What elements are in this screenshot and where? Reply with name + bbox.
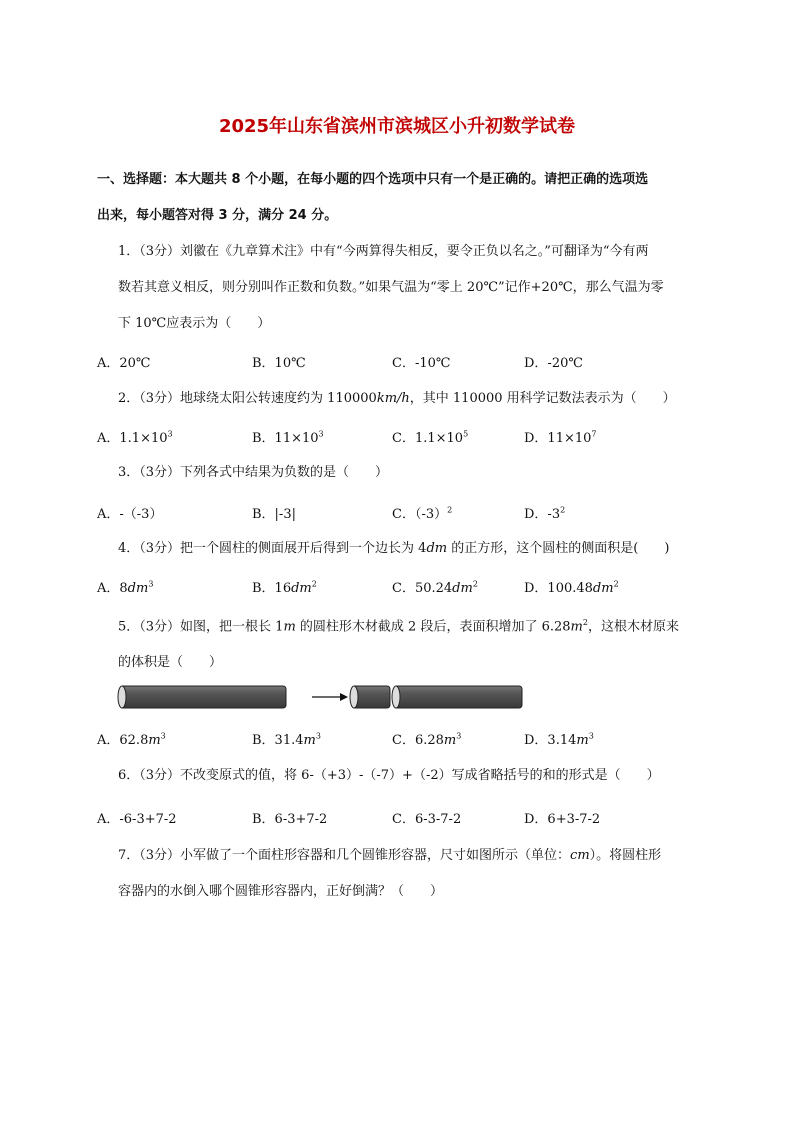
question-6 (118, 758, 698, 794)
long-cylinder (118, 686, 286, 708)
option-b[interactable]: B．6-3+7-2 (252, 812, 328, 827)
option-d[interactable]: D．6+3-7-2 (524, 812, 601, 827)
question-7-line2: 容器内的水倒入哪个圆锥形容器内，正好倒满？（ ） (118, 884, 444, 899)
question-5-options (97, 729, 717, 749)
question-5-line2: 的体积是（ ） (118, 655, 223, 671)
question-1-line2: 数若其意义相反，则分别叫作正数和负数。”如果气温为“零上 20℃”记作+20℃，那么气温为零 (118, 280, 664, 295)
option-a[interactable]: A．-6-3+7-2 (97, 812, 177, 827)
option-b[interactable]: B．$31.4m^3$ (252, 731, 321, 748)
option-c[interactable]: C．6-3-7-2 (392, 812, 462, 827)
question-2-unit: km/h (376, 391, 410, 406)
section-intro (97, 162, 697, 234)
option-d[interactable]: D．$11\times 10^7$ (524, 429, 597, 446)
right-arrow-icon (312, 693, 348, 701)
question-1-line1: 1．（3分）刘徽在《九章算术注》中有“今两算得失相反，要令正负以名之。”可翻译为“今有两 (118, 244, 649, 259)
option-b[interactable]: B．$11\times 10^3$ (252, 429, 324, 446)
question-6-text: 6．（3分）不改变原式的值，将 6-（+3）-（-7）+（-2）写成省略括号的和的形式是（ ） (118, 768, 660, 783)
question-4-text-b: 的正方形，这个圆柱的侧面积是( ) (447, 541, 670, 556)
question-6-options (97, 808, 717, 828)
section-intro-line1: 一、选择题：本大题共 8 个小题，在每小题的四个选项中只有一个是正确的。请把正确的选项选 (97, 172, 649, 187)
option-a[interactable]: A．-（-3） (97, 507, 163, 522)
question-3-text: 3．（3分）下列各式中结果为负数的是（ ） (118, 465, 389, 480)
option-d[interactable]: D．$3.14m^3$ (524, 731, 594, 748)
section-intro-line2: 出来，每小题答对得 3 分，满分 24 分。 (97, 208, 338, 223)
question-4-unit: dm (426, 541, 448, 556)
option-b[interactable]: B．$16dm^2$ (252, 579, 317, 596)
cylinder-figure (116, 682, 526, 712)
question-1-options (97, 352, 717, 372)
question-3-options (97, 503, 717, 523)
option-c[interactable]: C．-10℃ (392, 356, 451, 371)
question-3 (118, 455, 698, 491)
question-5-line1: 5．（3分）如图，把一根长 1m 的圆柱形木材截成 2 段后，表面积增加了 $6.28m^2$，这根木材原来 (118, 618, 679, 635)
option-a[interactable]: A．$1.1\times 10^3$ (97, 429, 173, 446)
option-c[interactable]: C．$6.28m^3$ (392, 731, 462, 748)
question-1 (118, 234, 698, 342)
option-a[interactable]: A．20℃ (97, 356, 151, 371)
question-7-line1: 7．（3分）小军做了一个面柱形容器和几个圆锥形容器，尺寸如图所示（单位：cm）。将圆柱形 (118, 848, 662, 863)
option-d[interactable]: D．$100.48dm^2$ (524, 579, 619, 596)
question-4-text-a: 4．（3分）把一个圆柱的侧面展开后得到一个边长为 4 (118, 541, 427, 556)
option-c[interactable]: C．$(-3)^2$ (392, 505, 453, 522)
question-1-line3: 下 10℃应表示为（ ） (118, 316, 271, 331)
option-b[interactable]: B．|-3| (252, 507, 296, 522)
page-title: 2025年山东省滨州市滨城区小升初数学试卷 (218, 116, 576, 137)
long-piece-cylinder (392, 686, 522, 708)
question-2-options (97, 427, 717, 447)
question-2-text-b: ，其中 110000 用科学记数法表示为（ ） (409, 391, 676, 406)
question-2-text-a: 2．（3分）地球绕太阳公转速度约为 110000 (118, 391, 377, 406)
option-a[interactable]: A．$62.8m^3$ (97, 731, 166, 748)
option-c[interactable]: C．$50.24dm^2$ (392, 579, 478, 596)
option-d[interactable]: D．-20℃ (524, 356, 583, 371)
option-d[interactable]: D．$-3^2$ (524, 505, 566, 522)
question-4-options (97, 577, 717, 597)
short-cylinder (350, 686, 390, 708)
question-5 (118, 605, 698, 681)
question-7 (118, 838, 698, 910)
option-c[interactable]: C．$1.1\times 10^5$ (392, 429, 469, 446)
question-2 (118, 381, 698, 417)
option-b[interactable]: B．10℃ (252, 356, 306, 371)
option-a[interactable]: A．$8dm^3$ (97, 579, 154, 596)
question-4 (118, 531, 698, 567)
